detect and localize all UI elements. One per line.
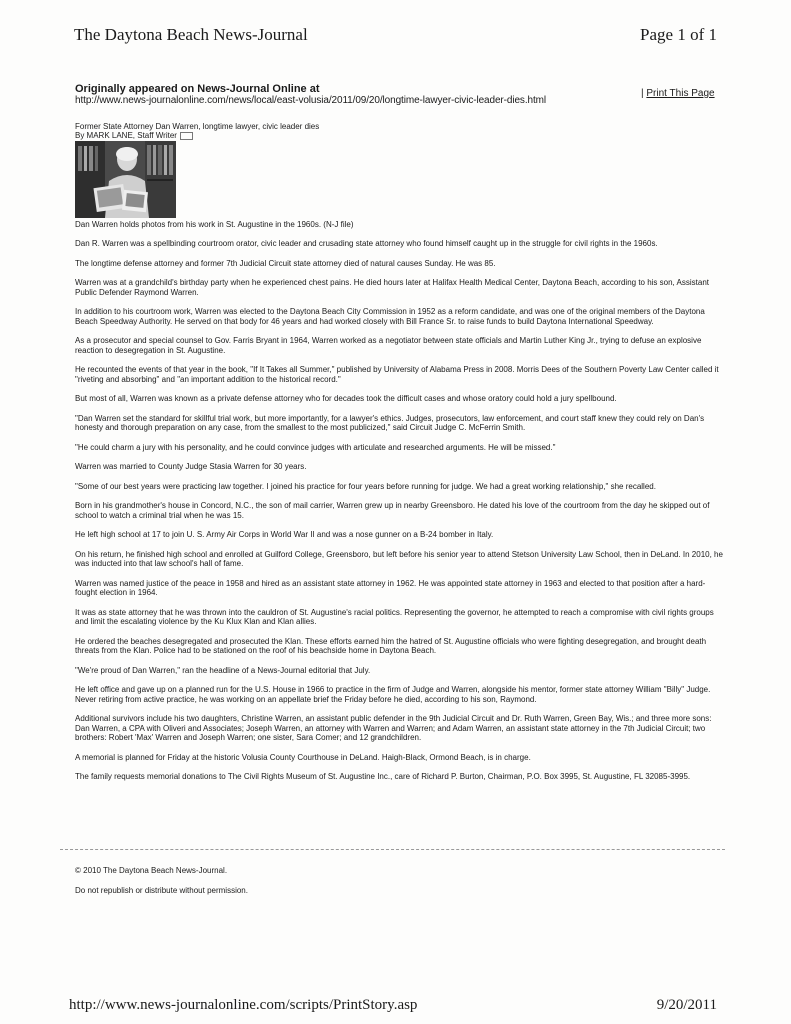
print-page-link[interactable] xyxy=(641,88,715,99)
footer-url: http://www.news-journalonline.com/scripts/PrintStory.asp xyxy=(69,997,418,1013)
print-page-label[interactable]: Print This Page xyxy=(646,88,715,99)
article-paragraph: On his return, he finished high school and enrolled at Guilford College, Greensboro, but left before his senior year to attend Stetson University Law School, then in DeLand. In 2010, he was inducted into that law school's hall of fame. xyxy=(75,549,723,568)
copyright-notice: © 2010 The Daytona Beach News-Journal. xyxy=(75,866,228,875)
article-body xyxy=(75,239,725,792)
article-paragraph: Additional survivors include his two daughters, Christine Warren, an assistant public defender in the 9th Judicial Circuit and Dr. Ruth Warren, Green Bay, Wis.; and three more sons: Dan Warren, a CPA with Oliveri and Associates; Joseph Warren, an attorney with Warren and Warren; and Adam Warren, an assistant state attorney in the 7th Judicial Circuit; two brothers: Robert 'Max' Warren and Joseph Warren; one sister, Sara Comer; and 12 grandchildren. xyxy=(75,714,712,742)
photo-image xyxy=(75,141,176,218)
divider xyxy=(60,849,725,850)
article-byline xyxy=(75,131,193,140)
origin-url[interactable]: http://www.news-journalonline.com/news/local/east-volusia/2011/09/20/longtime-lawyer-civic-leader-dies.html xyxy=(75,95,547,106)
article-paragraph: "We're proud of Dan Warren," ran the headline of a News-Journal editorial that July. xyxy=(75,665,371,675)
mail-icon[interactable] xyxy=(180,132,193,140)
footer-date: 9/20/2011 xyxy=(656,997,717,1013)
article-paragraph: In addition to his courtroom work, Warren was elected to the Daytona Beach City Commission in 1952 as a reform candidate, and was one of the original members of the Daytona Beach Speedway Authority. He served on that body for 46 years and had worked closely with Bill France Sr. to raise funds to build Daytona International Speedway. xyxy=(75,307,705,326)
article-headline: Former State Attorney Dan Warren, longtime lawyer, civic leader dies xyxy=(75,122,320,131)
article-paragraph: The longtime defense attorney and former 7th Judicial Circuit state attorney died of natural causes Sunday. He was 85. xyxy=(75,258,496,268)
article-paragraph: He recounted the events of that year in the book, "If It Takes all Summer," published by University of Alabama Press in 2008. Morris Dees of the Southern Poverty Law Center called it "riveting and absorbing" and "an important addition to the historical record." xyxy=(75,365,719,384)
photo-caption: Dan Warren holds photos from his work in St. Augustine in the 1960s. (N-J file) xyxy=(75,220,354,229)
page-number: Page 1 of 1 xyxy=(640,25,717,44)
article-paragraph: Warren was at a grandchild's birthday party when he experienced chest pains. He died hours later at Halifax Health Medical Center, Daytona Beach, according to his son, Assistant Public Defender Raymond Warren. xyxy=(75,278,710,297)
article-paragraph: But most of all, Warren was known as a private defense attorney who for decades took the difficult cases and whose oratory could hold a jury spellbound. xyxy=(75,394,617,403)
article-paragraph: The family requests memorial donations to The Civil Rights Museum of St. Augustine Inc., care of Richard P. Burton, Chairman, P.O. Box 3995, St. Augustine, FL 32085-3995. xyxy=(75,772,691,781)
origin-label: Originally appeared on News-Journal Online at xyxy=(75,83,320,95)
article-photo xyxy=(75,141,176,218)
article-paragraph: Warren was named justice of the peace in 1958 and hired as an assistant state attorney in 1962. He was appointed state attorney in 1963 and elected to that position after a hard-fought election in 1964. xyxy=(75,578,706,597)
article-paragraph: He left high school at 17 to join U. S. Army Air Corps in World War II and was a nose gunner on a B-24 bomber in Italy. xyxy=(75,530,494,539)
article-paragraph: As a prosecutor and special counsel to Gov. Farris Bryant in 1964, Warren worked as a negotiator between state officials and Martin Luther King Jr., trying to defuse an explosive reaction to desegregation in St. Augustine. xyxy=(75,336,702,355)
republish-notice: Do not republish or distribute without permission. xyxy=(75,886,248,895)
article-paragraph: He ordered the beaches desegregated and prosecuted the Klan. These efforts earned him the hatred of St. Augustine officials who were fighting desegregation, and brought death threats from the Klan. Police had to be stationed on the roof of his beachside home in Daytona Beach. xyxy=(75,636,707,655)
article-paragraph: "Dan Warren set the standard for skillful trial work, but more importantly, for a lawyer's ethics. Judges, prosecutors, law enforcement, and court staff knew they could rely on Dan's honesty and thorough preparation on any case, from the smallest to the most publicized," said Circuit Judge C. McFerrin Smith. xyxy=(75,413,705,432)
byline-text: By MARK LANE, Staff Writer xyxy=(75,131,177,140)
article-paragraph: "He could charm a jury with his personality, and he could convince judges with articulate and researched arguments. He will be missed." xyxy=(75,442,556,452)
article-paragraph: Warren was married to County Judge Stasia Warren for 30 years. xyxy=(75,462,307,471)
page-header-title: The Daytona Beach News-Journal xyxy=(74,25,308,44)
article-paragraph: Dan R. Warren was a spellbinding courtroom orator, civic leader and crusading state attorney who found himself caught up in the struggle for civil rights in the 1960s. xyxy=(75,239,658,248)
article-paragraph: Born in his grandmother's house in Concord, N.C., the son of mail carrier, Warren grew up in nearby Greensboro. He dated his love of the courtroom from the day he skipped out of school to watch a criminal trial when he was 15. xyxy=(75,501,710,520)
article-paragraph: It was as state attorney that he was thrown into the cauldron of St. Augustine's racial politics. Representing the governor, he attempted to reach a compromise with civil rights groups and limit the escalating violence by the Ku Klux Klan and Klan allies. xyxy=(75,607,714,626)
article-paragraph: He left office and gave up on a planned run for the U.S. House in 1966 to practice in the firm of Judge and Warren, alongside his mentor, former state attorney William "Billy" Judge. Never retiring from active practice, he was working on an appellate brief the Friday before he died, according to his son, Raymond. xyxy=(75,685,711,704)
article-paragraph: "Some of our best years were practicing law together. I joined his practice for four years before running for judge. We had a great working relationship," she recalled. xyxy=(75,481,656,491)
article-paragraph: A memorial is planned for Friday at the historic Volusia County Courthouse in DeLand. Haigh-Black, Ormond Beach, is in charge. xyxy=(75,752,531,762)
print-divider: | xyxy=(641,88,647,99)
